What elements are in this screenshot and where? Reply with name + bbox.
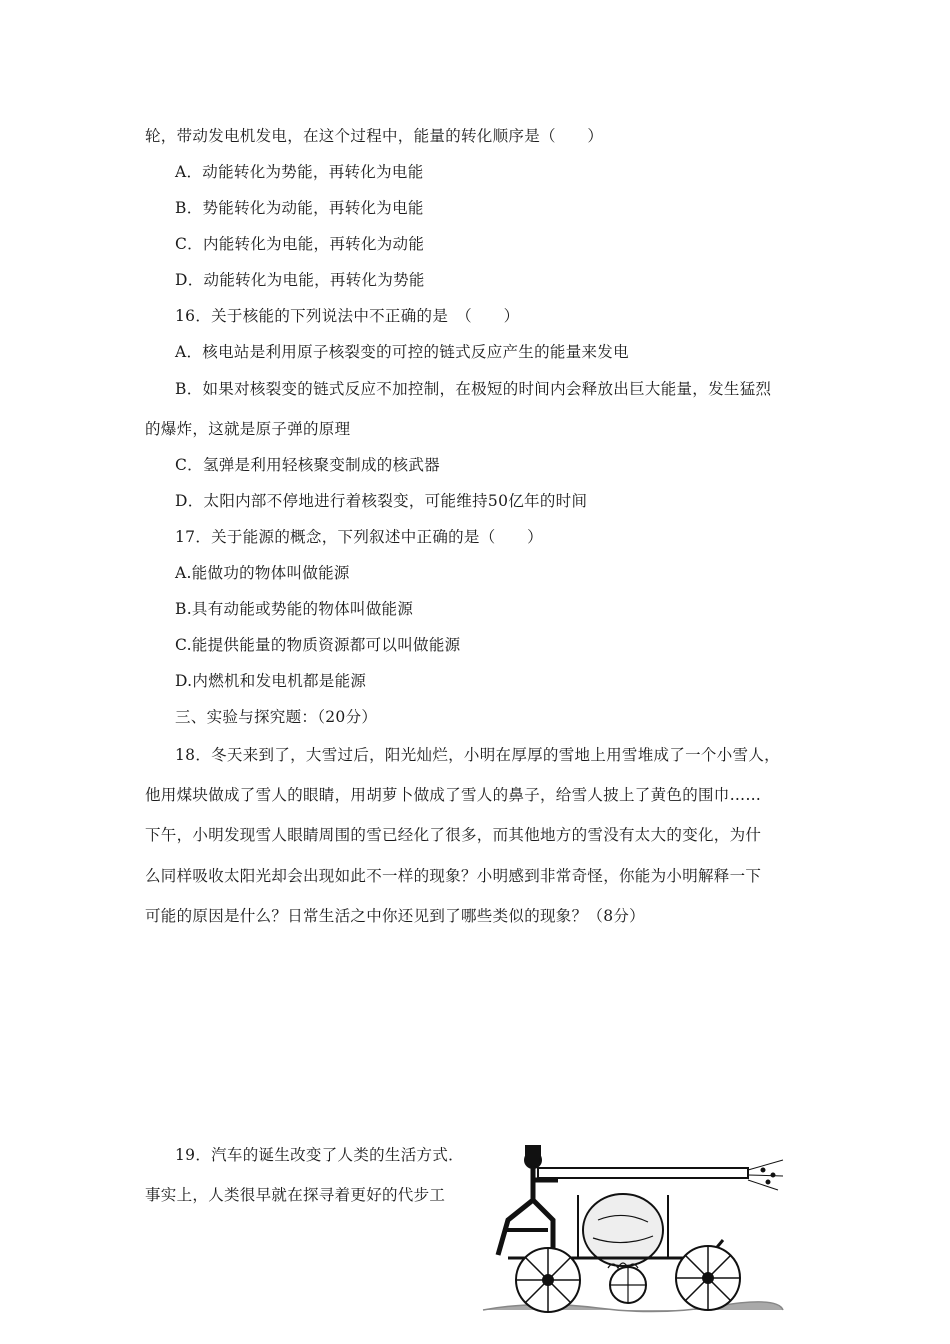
q16-option-c: C．氢弹是利用轻核聚变制成的核武器 (175, 456, 440, 474)
q18-line-2: 他用煤块做成了雪人的眼睛，用胡萝卜做成了雪人的鼻子，给雪人披上了黄色的围巾…… (145, 786, 762, 804)
q15-option-b: B．势能转化为动能，再转化为电能 (175, 199, 424, 217)
steam-carriage-illustration (478, 1140, 788, 1320)
q18-line-3: 下午，小明发现雪人眼睛周围的雪已经化了很多，而其他地方的雪没有太大的变化，为什 (145, 826, 762, 844)
q18-line-4: 么同样吸收太阳光却会出现如此不一样的现象？小明感到非常奇怪，你能为小明解释一下 (145, 867, 762, 885)
q17-option-d: D.内燃机和发电机都是能源 (175, 672, 367, 690)
q17-option-b: B.具有动能或势能的物体叫做能源 (175, 600, 414, 618)
q15-option-a: A．动能转化为势能，再转化为电能 (175, 163, 424, 181)
q19-line-1: 19．汽车的诞生改变了人类的生活方式． (175, 1146, 464, 1164)
q16-option-b: B．如果对核裂变的链式反应不加控制，在极短的时间内会释放出巨大能量，发生猛烈 (175, 380, 772, 398)
q15-continuation: 轮，带动发电机发电，在这个过程中，能量的转化顺序是（ ） (145, 127, 604, 145)
q17-stem: 17．关于能源的概念，下列叙述中正确的是（ ） (175, 528, 543, 546)
q16-stem: 16．关于核能的下列说法中不正确的是 （ ） (175, 307, 520, 325)
q16-option-a: A．核电站是利用原子核裂变的可控的链式反应产生的能量来发电 (175, 343, 629, 361)
q19-line-2: 事实上，人类很早就在探寻着更好的代步工 (145, 1186, 446, 1204)
section-3-heading: 三、实验与探究题：（20分） (175, 708, 378, 726)
q17-option-a: A.能做功的物体叫做能源 (175, 564, 350, 582)
q16-option-b-cont: 的爆炸，这就是原子弹的原理 (145, 420, 351, 438)
q16-option-d: D．太阳内部不停地进行着核裂变，可能维持50亿年的时间 (175, 492, 588, 510)
q17-option-c: C.能提供能量的物质资源都可以叫做能源 (175, 636, 461, 654)
q18-line-5: 可能的原因是什么？日常生活之中你还见到了哪些类似的现象？（8分） (145, 907, 645, 925)
q15-option-d: D．动能转化为电能，再转化为势能 (175, 271, 425, 289)
q18-line-1: 18．冬天来到了，大雪过后，阳光灿烂，小明在厚厚的雪地上用雪堆成了一个小雪人， (175, 746, 780, 764)
q15-option-c: C．内能转化为电能，再转化为动能 (175, 235, 425, 253)
